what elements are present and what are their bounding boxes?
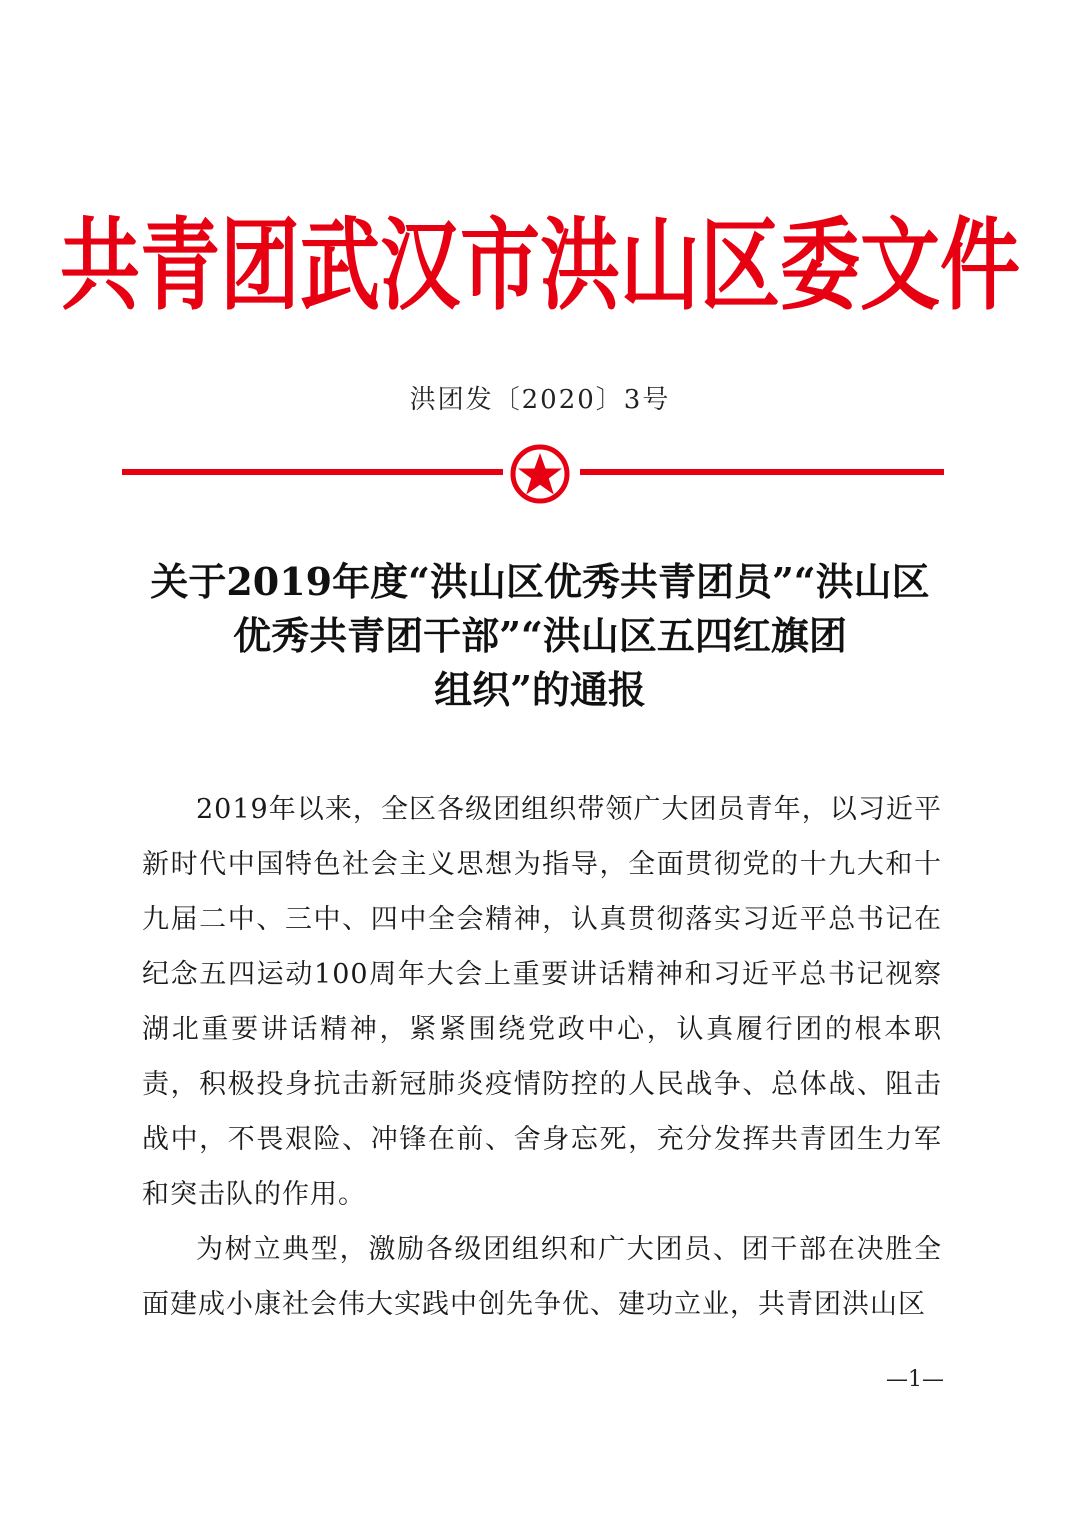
page-number: —1— — [886, 1367, 944, 1392]
red-rule-right — [580, 469, 944, 475]
body-paragraph: 2019年以来，全区各级团组织带领广大团员青年，以习近平新时代中国特色社会主义思想为指导，全面贯彻党的十九大和十九届二中、三中、四中全会精神，认真贯彻落实习近平总书记在纪念五四运动100周年大会上重要讲话精神和习近平总书记视察湖北重要讲话精神，紧紧围绕党政中心，认真履行团的根本职责，积极投身抗击新冠肺炎疫情防控的人民战争、总体战、阻击战中，不畏艰险、冲锋在前、舍身忘死，充分发挥共青团生力军和突击队的作用。 — [142, 794, 942, 1210]
red-star-emblem-icon — [510, 444, 570, 504]
notice-title-line: 优秀共青团干部”“洪山区五四红旗团 — [233, 613, 847, 658]
notice-body — [142, 782, 942, 1332]
notice-title — [110, 555, 970, 717]
body-paragraph: 为树立典型，激励各级团组织和广大团员、团干部在决胜全面建成小康社会伟大实践中创先争优、建功立业，共青团洪山区 — [142, 1234, 942, 1320]
notice-title-line: 组织”的通报 — [434, 667, 646, 712]
red-rule-left — [122, 469, 503, 475]
document-number: 洪团发〔2020〕3号 — [409, 385, 671, 415]
masthead-title: 共青团武汉市洪山区委文件 — [60, 207, 1020, 324]
notice-title-line: 关于2019年度“洪山区优秀共青团员”“洪山区 — [150, 559, 930, 604]
